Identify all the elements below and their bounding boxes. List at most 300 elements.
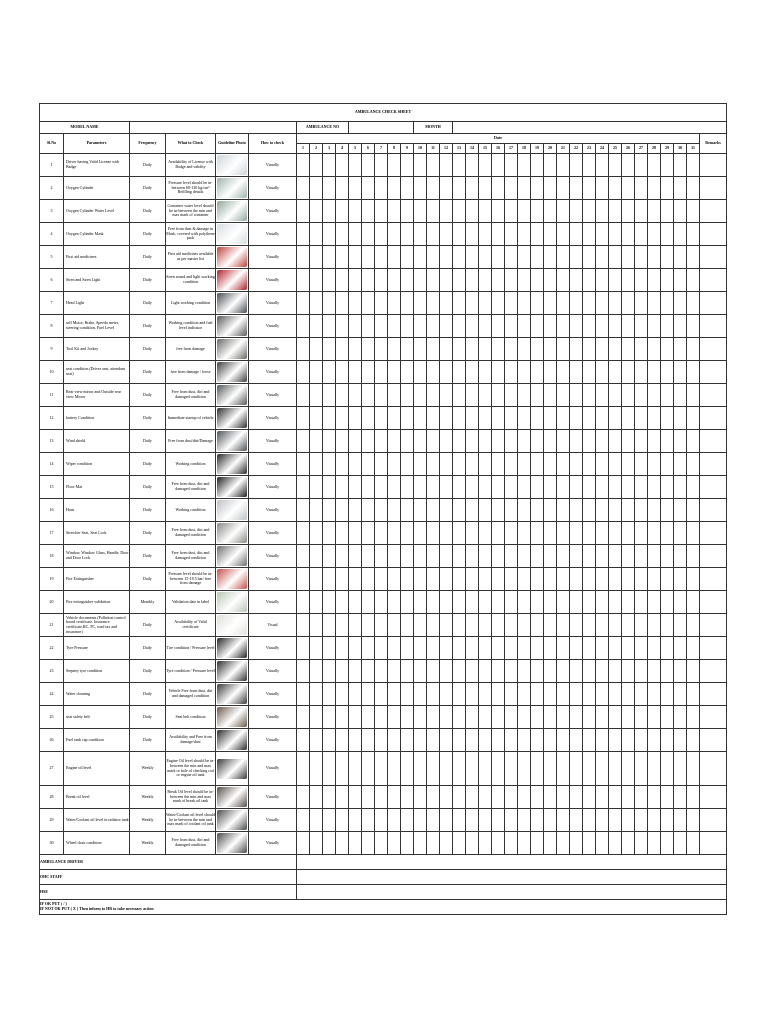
day-check-cell[interactable] (427, 545, 440, 568)
day-check-cell[interactable] (440, 315, 453, 338)
day-check-cell[interactable] (479, 752, 492, 786)
day-check-cell[interactable] (609, 499, 622, 522)
day-check-cell[interactable] (505, 568, 518, 591)
day-check-cell[interactable] (466, 315, 479, 338)
day-check-cell[interactable] (466, 637, 479, 660)
day-check-cell[interactable] (427, 832, 440, 855)
day-check-cell[interactable] (674, 499, 687, 522)
day-check-cell[interactable] (583, 246, 596, 269)
day-check-cell[interactable] (648, 476, 661, 499)
day-check-cell[interactable] (635, 683, 648, 706)
day-check-cell[interactable] (466, 453, 479, 476)
day-check-cell[interactable] (531, 660, 544, 683)
day-check-cell[interactable] (310, 384, 323, 407)
day-check-cell[interactable] (609, 637, 622, 660)
remarks-cell[interactable] (700, 683, 727, 706)
day-check-cell[interactable] (414, 729, 427, 752)
day-check-cell[interactable] (466, 832, 479, 855)
day-check-cell[interactable] (661, 752, 674, 786)
day-check-cell[interactable] (414, 683, 427, 706)
day-check-cell[interactable] (349, 223, 362, 246)
day-check-cell[interactable] (635, 338, 648, 361)
day-check-cell[interactable] (609, 430, 622, 453)
day-check-cell[interactable] (518, 832, 531, 855)
day-check-cell[interactable] (674, 430, 687, 453)
day-check-cell[interactable] (349, 683, 362, 706)
day-check-cell[interactable] (674, 752, 687, 786)
day-check-cell[interactable] (362, 832, 375, 855)
day-check-cell[interactable] (544, 361, 557, 384)
day-check-cell[interactable] (648, 246, 661, 269)
day-check-cell[interactable] (674, 545, 687, 568)
day-check-cell[interactable] (349, 660, 362, 683)
day-check-cell[interactable] (388, 223, 401, 246)
day-check-cell[interactable] (531, 683, 544, 706)
day-check-cell[interactable] (622, 154, 635, 177)
day-check-cell[interactable] (661, 637, 674, 660)
day-check-cell[interactable] (297, 407, 310, 430)
day-check-cell[interactable] (505, 223, 518, 246)
day-check-cell[interactable] (687, 384, 700, 407)
day-check-cell[interactable] (349, 637, 362, 660)
day-check-cell[interactable] (453, 786, 466, 809)
day-check-cell[interactable] (388, 614, 401, 637)
day-check-cell[interactable] (661, 476, 674, 499)
day-check-cell[interactable] (492, 786, 505, 809)
day-check-cell[interactable] (648, 545, 661, 568)
day-check-cell[interactable] (622, 430, 635, 453)
day-check-cell[interactable] (375, 683, 388, 706)
day-check-cell[interactable] (635, 361, 648, 384)
day-check-cell[interactable] (453, 246, 466, 269)
day-check-cell[interactable] (557, 786, 570, 809)
day-check-cell[interactable] (336, 453, 349, 476)
day-check-cell[interactable] (427, 499, 440, 522)
day-check-cell[interactable] (596, 545, 609, 568)
day-check-cell[interactable] (622, 200, 635, 223)
day-check-cell[interactable] (648, 223, 661, 246)
day-check-cell[interactable] (414, 706, 427, 729)
day-check-cell[interactable] (518, 292, 531, 315)
day-check-cell[interactable] (349, 614, 362, 637)
day-check-cell[interactable] (583, 568, 596, 591)
day-check-cell[interactable] (648, 522, 661, 545)
day-check-cell[interactable] (388, 832, 401, 855)
remarks-cell[interactable] (700, 706, 727, 729)
day-check-cell[interactable] (505, 453, 518, 476)
day-check-cell[interactable] (648, 430, 661, 453)
day-check-cell[interactable] (310, 729, 323, 752)
day-check-cell[interactable] (414, 522, 427, 545)
day-check-cell[interactable] (557, 614, 570, 637)
day-check-cell[interactable] (401, 338, 414, 361)
day-check-cell[interactable] (349, 706, 362, 729)
day-check-cell[interactable] (349, 246, 362, 269)
day-check-cell[interactable] (440, 499, 453, 522)
day-check-cell[interactable] (310, 453, 323, 476)
day-check-cell[interactable] (544, 614, 557, 637)
day-check-cell[interactable] (492, 177, 505, 200)
day-check-cell[interactable] (531, 407, 544, 430)
day-check-cell[interactable] (401, 499, 414, 522)
day-check-cell[interactable] (583, 499, 596, 522)
day-check-cell[interactable] (531, 545, 544, 568)
day-check-cell[interactable] (505, 832, 518, 855)
day-check-cell[interactable] (635, 384, 648, 407)
day-check-cell[interactable] (388, 568, 401, 591)
day-check-cell[interactable] (505, 522, 518, 545)
day-check-cell[interactable] (323, 384, 336, 407)
day-check-cell[interactable] (440, 453, 453, 476)
day-check-cell[interactable] (674, 338, 687, 361)
day-check-cell[interactable] (336, 361, 349, 384)
day-check-cell[interactable] (414, 361, 427, 384)
day-check-cell[interactable] (622, 614, 635, 637)
day-check-cell[interactable] (453, 683, 466, 706)
day-check-cell[interactable] (440, 154, 453, 177)
day-check-cell[interactable] (570, 683, 583, 706)
day-check-cell[interactable] (427, 706, 440, 729)
day-check-cell[interactable] (336, 729, 349, 752)
day-check-cell[interactable] (440, 545, 453, 568)
day-check-cell[interactable] (583, 752, 596, 786)
day-check-cell[interactable] (648, 591, 661, 614)
day-check-cell[interactable] (323, 832, 336, 855)
day-check-cell[interactable] (518, 809, 531, 832)
day-check-cell[interactable] (336, 315, 349, 338)
day-check-cell[interactable] (687, 315, 700, 338)
day-check-cell[interactable] (401, 614, 414, 637)
day-check-cell[interactable] (609, 729, 622, 752)
day-check-cell[interactable] (622, 292, 635, 315)
day-check-cell[interactable] (505, 361, 518, 384)
day-check-cell[interactable] (453, 591, 466, 614)
day-check-cell[interactable] (375, 177, 388, 200)
day-check-cell[interactable] (310, 338, 323, 361)
day-check-cell[interactable] (609, 545, 622, 568)
day-check-cell[interactable] (375, 476, 388, 499)
day-check-cell[interactable] (310, 832, 323, 855)
day-check-cell[interactable] (518, 338, 531, 361)
remarks-cell[interactable] (700, 499, 727, 522)
day-check-cell[interactable] (388, 637, 401, 660)
day-check-cell[interactable] (544, 545, 557, 568)
remarks-cell[interactable] (700, 384, 727, 407)
day-check-cell[interactable] (414, 407, 427, 430)
day-check-cell[interactable] (414, 545, 427, 568)
day-check-cell[interactable] (531, 246, 544, 269)
day-check-cell[interactable] (453, 177, 466, 200)
day-check-cell[interactable] (323, 591, 336, 614)
day-check-cell[interactable] (466, 568, 479, 591)
day-check-cell[interactable] (661, 729, 674, 752)
day-check-cell[interactable] (453, 430, 466, 453)
day-check-cell[interactable] (440, 384, 453, 407)
day-check-cell[interactable] (648, 752, 661, 786)
day-check-cell[interactable] (336, 832, 349, 855)
day-check-cell[interactable] (596, 200, 609, 223)
day-check-cell[interactable] (518, 269, 531, 292)
day-check-cell[interactable] (570, 522, 583, 545)
day-check-cell[interactable] (323, 809, 336, 832)
day-check-cell[interactable] (336, 269, 349, 292)
day-check-cell[interactable] (674, 292, 687, 315)
day-check-cell[interactable] (687, 338, 700, 361)
day-check-cell[interactable] (648, 200, 661, 223)
day-check-cell[interactable] (557, 499, 570, 522)
day-check-cell[interactable] (440, 407, 453, 430)
day-check-cell[interactable] (622, 361, 635, 384)
day-check-cell[interactable] (453, 752, 466, 786)
day-check-cell[interactable] (297, 200, 310, 223)
day-check-cell[interactable] (349, 154, 362, 177)
day-check-cell[interactable] (466, 200, 479, 223)
day-check-cell[interactable] (544, 430, 557, 453)
remarks-cell[interactable] (700, 361, 727, 384)
day-check-cell[interactable] (570, 338, 583, 361)
remarks-cell[interactable] (700, 545, 727, 568)
day-check-cell[interactable] (583, 809, 596, 832)
day-check-cell[interactable] (687, 832, 700, 855)
day-check-cell[interactable] (310, 223, 323, 246)
day-check-cell[interactable] (492, 706, 505, 729)
day-check-cell[interactable] (648, 269, 661, 292)
day-check-cell[interactable] (505, 407, 518, 430)
day-check-cell[interactable] (388, 729, 401, 752)
day-check-cell[interactable] (388, 752, 401, 786)
day-check-cell[interactable] (570, 361, 583, 384)
hse-signature-field[interactable] (297, 885, 727, 900)
day-check-cell[interactable] (388, 522, 401, 545)
day-check-cell[interactable] (401, 706, 414, 729)
day-check-cell[interactable] (531, 430, 544, 453)
day-check-cell[interactable] (466, 706, 479, 729)
day-check-cell[interactable] (661, 338, 674, 361)
day-check-cell[interactable] (479, 545, 492, 568)
remarks-cell[interactable] (700, 453, 727, 476)
day-check-cell[interactable] (466, 660, 479, 683)
day-check-cell[interactable] (453, 832, 466, 855)
day-check-cell[interactable] (323, 683, 336, 706)
day-check-cell[interactable] (622, 786, 635, 809)
day-check-cell[interactable] (479, 407, 492, 430)
day-check-cell[interactable] (479, 315, 492, 338)
remarks-cell[interactable] (700, 292, 727, 315)
day-check-cell[interactable] (388, 269, 401, 292)
day-check-cell[interactable] (414, 315, 427, 338)
day-check-cell[interactable] (518, 637, 531, 660)
day-check-cell[interactable] (466, 407, 479, 430)
day-check-cell[interactable] (505, 545, 518, 568)
day-check-cell[interactable] (505, 200, 518, 223)
day-check-cell[interactable] (544, 269, 557, 292)
remarks-cell[interactable] (700, 637, 727, 660)
day-check-cell[interactable] (492, 637, 505, 660)
day-check-cell[interactable] (596, 729, 609, 752)
model-name-field[interactable] (130, 122, 297, 134)
day-check-cell[interactable] (453, 453, 466, 476)
day-check-cell[interactable] (427, 591, 440, 614)
day-check-cell[interactable] (531, 568, 544, 591)
day-check-cell[interactable] (479, 384, 492, 407)
day-check-cell[interactable] (362, 292, 375, 315)
day-check-cell[interactable] (570, 706, 583, 729)
day-check-cell[interactable] (596, 752, 609, 786)
day-check-cell[interactable] (583, 660, 596, 683)
day-check-cell[interactable] (674, 832, 687, 855)
day-check-cell[interactable] (336, 660, 349, 683)
day-check-cell[interactable] (323, 177, 336, 200)
day-check-cell[interactable] (609, 177, 622, 200)
day-check-cell[interactable] (687, 786, 700, 809)
day-check-cell[interactable] (466, 269, 479, 292)
day-check-cell[interactable] (518, 683, 531, 706)
day-check-cell[interactable] (544, 384, 557, 407)
day-check-cell[interactable] (323, 430, 336, 453)
day-check-cell[interactable] (635, 614, 648, 637)
day-check-cell[interactable] (401, 660, 414, 683)
day-check-cell[interactable] (518, 568, 531, 591)
day-check-cell[interactable] (427, 476, 440, 499)
day-check-cell[interactable] (401, 786, 414, 809)
day-check-cell[interactable] (427, 361, 440, 384)
day-check-cell[interactable] (479, 729, 492, 752)
day-check-cell[interactable] (479, 292, 492, 315)
day-check-cell[interactable] (544, 832, 557, 855)
day-check-cell[interactable] (427, 177, 440, 200)
day-check-cell[interactable] (297, 809, 310, 832)
day-check-cell[interactable] (362, 476, 375, 499)
day-check-cell[interactable] (349, 361, 362, 384)
day-check-cell[interactable] (596, 809, 609, 832)
day-check-cell[interactable] (635, 269, 648, 292)
day-check-cell[interactable] (570, 315, 583, 338)
day-check-cell[interactable] (297, 223, 310, 246)
day-check-cell[interactable] (466, 729, 479, 752)
day-check-cell[interactable] (427, 637, 440, 660)
day-check-cell[interactable] (401, 453, 414, 476)
day-check-cell[interactable] (518, 154, 531, 177)
day-check-cell[interactable] (544, 786, 557, 809)
day-check-cell[interactable] (414, 246, 427, 269)
day-check-cell[interactable] (596, 246, 609, 269)
day-check-cell[interactable] (661, 522, 674, 545)
day-check-cell[interactable] (453, 522, 466, 545)
day-check-cell[interactable] (440, 338, 453, 361)
day-check-cell[interactable] (362, 637, 375, 660)
day-check-cell[interactable] (310, 522, 323, 545)
day-check-cell[interactable] (336, 568, 349, 591)
day-check-cell[interactable] (596, 453, 609, 476)
day-check-cell[interactable] (323, 453, 336, 476)
day-check-cell[interactable] (687, 269, 700, 292)
day-check-cell[interactable] (479, 269, 492, 292)
day-check-cell[interactable] (557, 683, 570, 706)
day-check-cell[interactable] (687, 246, 700, 269)
day-check-cell[interactable] (596, 338, 609, 361)
day-check-cell[interactable] (648, 809, 661, 832)
day-check-cell[interactable] (440, 786, 453, 809)
ambulance-no-field[interactable] (349, 122, 414, 134)
day-check-cell[interactable] (687, 568, 700, 591)
day-check-cell[interactable] (375, 545, 388, 568)
day-check-cell[interactable] (505, 476, 518, 499)
day-check-cell[interactable] (388, 453, 401, 476)
remarks-cell[interactable] (700, 177, 727, 200)
day-check-cell[interactable] (323, 407, 336, 430)
day-check-cell[interactable] (414, 752, 427, 786)
day-check-cell[interactable] (388, 499, 401, 522)
day-check-cell[interactable] (687, 453, 700, 476)
day-check-cell[interactable] (479, 637, 492, 660)
remarks-cell[interactable] (700, 786, 727, 809)
day-check-cell[interactable] (622, 223, 635, 246)
day-check-cell[interactable] (349, 407, 362, 430)
day-check-cell[interactable] (310, 752, 323, 786)
day-check-cell[interactable] (414, 832, 427, 855)
day-check-cell[interactable] (453, 154, 466, 177)
day-check-cell[interactable] (544, 522, 557, 545)
day-check-cell[interactable] (388, 407, 401, 430)
day-check-cell[interactable] (596, 177, 609, 200)
ohc-staff-signature-field[interactable] (297, 870, 727, 885)
day-check-cell[interactable] (531, 809, 544, 832)
day-check-cell[interactable] (531, 729, 544, 752)
day-check-cell[interactable] (492, 499, 505, 522)
day-check-cell[interactable] (388, 292, 401, 315)
day-check-cell[interactable] (362, 809, 375, 832)
day-check-cell[interactable] (583, 269, 596, 292)
day-check-cell[interactable] (362, 706, 375, 729)
day-check-cell[interactable] (492, 407, 505, 430)
day-check-cell[interactable] (518, 200, 531, 223)
day-check-cell[interactable] (674, 269, 687, 292)
day-check-cell[interactable] (596, 476, 609, 499)
day-check-cell[interactable] (336, 246, 349, 269)
day-check-cell[interactable] (388, 476, 401, 499)
day-check-cell[interactable] (362, 499, 375, 522)
day-check-cell[interactable] (362, 430, 375, 453)
remarks-cell[interactable] (700, 614, 727, 637)
day-check-cell[interactable] (661, 706, 674, 729)
day-check-cell[interactable] (687, 476, 700, 499)
day-check-cell[interactable] (674, 809, 687, 832)
day-check-cell[interactable] (440, 476, 453, 499)
day-check-cell[interactable] (674, 568, 687, 591)
day-check-cell[interactable] (466, 384, 479, 407)
day-check-cell[interactable] (414, 786, 427, 809)
day-check-cell[interactable] (635, 499, 648, 522)
day-check-cell[interactable] (479, 706, 492, 729)
day-check-cell[interactable] (466, 292, 479, 315)
day-check-cell[interactable] (440, 223, 453, 246)
day-check-cell[interactable] (336, 223, 349, 246)
remarks-cell[interactable] (700, 809, 727, 832)
day-check-cell[interactable] (557, 752, 570, 786)
day-check-cell[interactable] (518, 361, 531, 384)
day-check-cell[interactable] (674, 522, 687, 545)
day-check-cell[interactable] (440, 292, 453, 315)
day-check-cell[interactable] (479, 568, 492, 591)
day-check-cell[interactable] (492, 315, 505, 338)
day-check-cell[interactable] (479, 683, 492, 706)
day-check-cell[interactable] (323, 246, 336, 269)
day-check-cell[interactable] (453, 729, 466, 752)
day-check-cell[interactable] (388, 683, 401, 706)
day-check-cell[interactable] (453, 499, 466, 522)
day-check-cell[interactable] (674, 786, 687, 809)
day-check-cell[interactable] (531, 591, 544, 614)
